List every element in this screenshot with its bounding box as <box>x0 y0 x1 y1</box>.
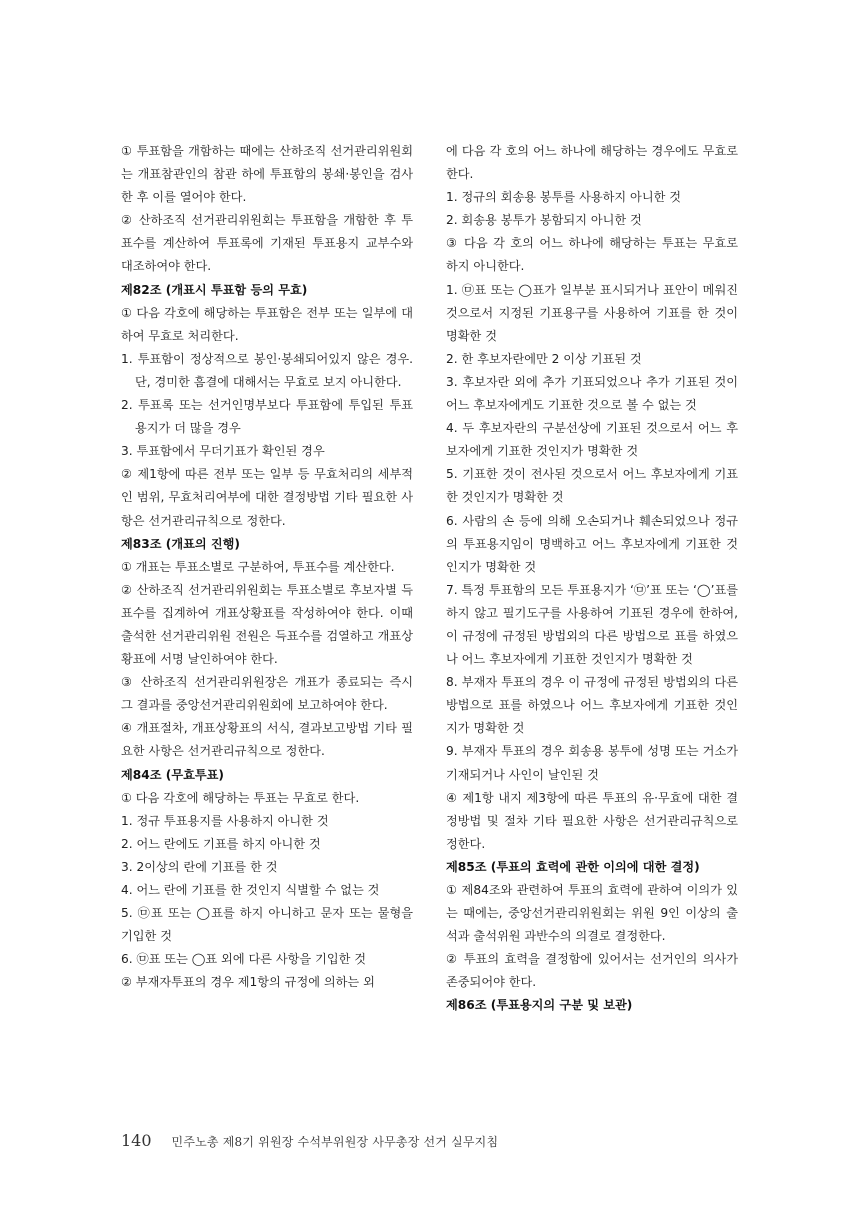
page-footer <box>121 1131 498 1150</box>
article-heading: 제84조 (무효투표) <box>121 767 224 782</box>
paragraph: 2. 어느 란에도 기표를 하지 아니한 것 <box>121 836 321 851</box>
paragraph: ① 개표는 투표소별로 구분하여, 투표수를 계산한다. <box>121 559 395 574</box>
paragraph: 3. 투표함에서 무더기표가 확인된 경우 <box>121 444 325 459</box>
left-column <box>121 140 413 994</box>
article-heading: 제83조 (개표의 진행) <box>121 536 240 551</box>
paragraph: 4. 두 후보자란의 구분선상에 기표된 것으로서 어느 후보자에게 기표한 것인지가 명확한 것 <box>446 421 738 459</box>
paragraph: 2. 투표록 또는 선거인명부보다 투표함에 투입된 투표용지가 더 많을 경우 <box>121 398 413 436</box>
article-heading: 제82조 (개표시 투표함 등의 무효) <box>121 282 308 297</box>
paragraph: 3. 2이상의 란에 기표를 한 것 <box>121 859 278 874</box>
paragraph: ① 다음 각호에 해당하는 투표는 무효로 한다. <box>121 790 360 805</box>
paragraph: ① 투표함을 개함하는 때에는 산하조직 선거관리위원회는 개표참관인의 참관 하에 투표함의 봉쇄·봉인을 검사한 후 이를 열어야 한다. <box>121 144 413 205</box>
paragraph: 3. 후보자란 외에 추가 기표되었으나 추가 기표된 것이 어느 후보자에게도 기표한 것으로 볼 수 없는 것 <box>446 374 738 413</box>
paragraph: 2. 회송용 봉투가 봉함되지 아니한 것 <box>446 213 642 228</box>
paragraph: ③ 산하조직 선거관리위원장은 개표가 종료되는 즉시 그 결과를 중앙선거관리위원회에 보고하여야 한다. <box>121 675 413 713</box>
paragraph: 6. 사람의 손 등에 의해 오손되거나 훼손되었으나 정규의 투표용지임이 명백하고 어느 후보자에게 기표한 것인지가 명확한 것 <box>446 513 738 574</box>
paragraph: ② 투표의 효력을 결정함에 있어서는 선거인의 의사가 존중되어야 한다. <box>446 952 738 990</box>
paragraph: 1. ㉤표 또는 ◯표가 일부분 표시되거나 표안이 메워진 것으로서 지정된 기표용구를 사용하여 기표를 한 것이 명확한 것 <box>446 282 738 343</box>
paragraph: ① 제84조와 관련하여 투표의 효력에 관하여 이의가 있는 때에는, 중앙선거관리위원회는 위원 9인 이상의 출석과 출석위원 과반수의 의결로 결정한다. <box>446 883 738 944</box>
paragraph: 1. 정규의 회송용 봉투를 사용하지 아니한 것 <box>446 190 682 205</box>
paragraph: ② 제1항에 따른 전부 또는 일부 등 무효처리의 세부적인 범위, 무효처리여부에 대한 결정방법 기타 필요한 사항은 선거관리규칙으로 정한다. <box>121 467 413 528</box>
paragraph: 1. 투표함이 정상적으로 봉인·봉쇄되어있지 않은 경우. 단, 경미한 흠결에 대해서는 무효로 보지 아니한다. <box>121 351 413 389</box>
paragraph: 에 다음 각 호의 어느 하나에 해당하는 경우에도 무효로 한다. <box>446 144 738 182</box>
page-number: 140 <box>121 1131 152 1150</box>
paragraph: 7. 특정 투표함의 모든 투표용지가 ‘㉤’표 또는 ‘◯’표를 하지 않고 필기도구를 사용하여 기표된 경우에 한하여, 이 규정에 규정된 방법외의 다른 방법으로 표를 하였으나 어느 후보자에게 기표한 것인지가 명확한 것 <box>446 582 738 667</box>
paragraph: 9. 부재자 투표의 경우 회송용 봉투에 성명 또는 거소가 기재되거나 사인이 날인된 것 <box>446 744 738 782</box>
paragraph: 1. 정규 투표용지를 사용하지 아니한 것 <box>121 813 329 828</box>
paragraph: ② 산하조직 선거관리위원회는 투표함을 개함한 후 투표수를 계산하여 투표록에 기재된 투표용지 교부수와 대조하여야 한다. <box>121 213 413 274</box>
article-heading: 제85조 (투표의 효력에 관한 이의에 대한 결정) <box>446 859 700 874</box>
article-heading: 제86조 (투표용지의 구분 및 보관) <box>446 998 633 1013</box>
paragraph: ② 부재자투표의 경우 제1항의 규정에 의하는 외 <box>121 975 375 990</box>
paragraph: 5. 기표한 것이 전사된 것으로서 어느 후보자에게 기표한 것인지가 명확한 것 <box>446 467 738 505</box>
paragraph: 2. 한 후보자란에만 2 이상 기표된 것 <box>446 351 642 366</box>
paragraph: 8. 부재자 투표의 경우 이 규정에 규정된 방법외의 다른 방법으로 표를 하였으나 어느 후보자에게 기표한 것인지가 명확한 것 <box>446 675 738 736</box>
paragraph: ③ 다음 각 호의 어느 하나에 해당하는 투표는 무효로 하지 아니한다. <box>446 236 738 274</box>
paragraph: ④ 개표절차, 개표상황표의 서식, 결과보고방법 기타 필요한 사항은 선거관리규칙으로 정한다. <box>121 721 413 759</box>
running-title: 민주노총 제8기 위원장 수석부위원장 사무총장 선거 실무지침 <box>171 1135 499 1149</box>
paragraph: 5. ㉤표 또는 ◯표를 하지 아니하고 문자 또는 물형을 기입한 것 <box>121 906 413 944</box>
paragraph: 6. ㉤표 또는 ◯표 외에 다른 사항을 기입한 것 <box>121 952 367 967</box>
paragraph: 4. 어느 란에 기표를 한 것인지 식별할 수 없는 것 <box>121 883 380 897</box>
paragraph: ② 산하조직 선거관리위원회는 투표소별로 후보자별 득표수를 집계하여 개표상황표를 작성하여야 한다. 이때 출석한 선거관리위원 전원은 득표수를 검열하고 개표상황표에 서명 날인하여야 한다. <box>121 582 413 667</box>
paragraph: ④ 제1항 내지 제3항에 따른 투표의 유·무효에 대한 결정방법 및 절차 기타 필요한 사항은 선거관리규칙으로 정한다. <box>446 790 738 851</box>
right-column <box>446 140 738 1018</box>
paragraph: ① 다음 각호에 해당하는 투표함은 전부 또는 일부에 대하여 무효로 처리한다. <box>121 305 413 343</box>
